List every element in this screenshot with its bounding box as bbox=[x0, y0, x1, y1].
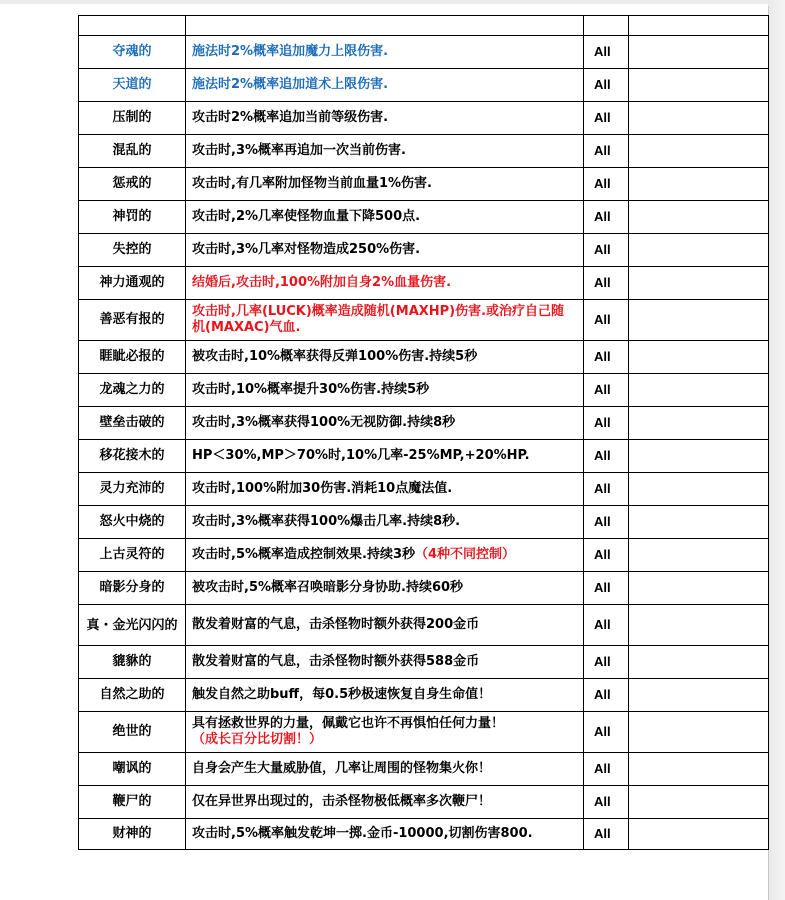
effect-description-cell bbox=[186, 234, 584, 267]
empty-cell bbox=[629, 646, 769, 679]
effect-name-cell: 神罚的 bbox=[79, 201, 186, 234]
table-row bbox=[79, 539, 769, 572]
effect-class-cell: All bbox=[584, 135, 629, 168]
effect-class-cell: All bbox=[584, 679, 629, 712]
effect-description-cell bbox=[186, 753, 584, 786]
table-row bbox=[79, 440, 769, 473]
empty-cell bbox=[629, 102, 769, 135]
empty-cell bbox=[629, 341, 769, 374]
effect-class-cell: All bbox=[584, 473, 629, 506]
effect-description-cell bbox=[186, 69, 584, 102]
table-row bbox=[79, 786, 769, 819]
effect-description-text: 自身会产生大量威胁值，几率让周围的怪物集火你！ bbox=[192, 761, 492, 776]
table-row bbox=[79, 819, 769, 850]
effect-class-cell: All bbox=[584, 341, 629, 374]
effect-description-cell bbox=[186, 16, 584, 36]
empty-cell bbox=[629, 69, 769, 102]
empty-cell bbox=[629, 440, 769, 473]
effect-description-note: （4种不同控制） bbox=[415, 547, 516, 562]
empty-cell bbox=[629, 679, 769, 712]
effect-name-cell: 混乱的 bbox=[79, 135, 186, 168]
effect-class-cell: All bbox=[584, 69, 629, 102]
effect-name-cell: 移花接木的 bbox=[79, 440, 186, 473]
table-row bbox=[79, 753, 769, 786]
effect-name-cell: 绝世的 bbox=[79, 712, 186, 753]
effect-description-text: 攻击时,几率(LUCK)概率造成随机(MAXHP)伤害.或治疗自己随机(MAXAC)气血. bbox=[192, 304, 565, 335]
effect-name-cell: 惩戒的 bbox=[79, 168, 186, 201]
effect-description-cell bbox=[186, 267, 584, 300]
empty-cell bbox=[629, 168, 769, 201]
effect-description-cell bbox=[186, 786, 584, 819]
effect-name-cell: 鞭尸的 bbox=[79, 786, 186, 819]
effect-name-cell: 压制的 bbox=[79, 102, 186, 135]
effect-class-cell: All bbox=[584, 300, 629, 341]
table-row bbox=[79, 168, 769, 201]
effect-description-text: 攻击时,3%概率获得100%无视防御.持续8秒 bbox=[192, 415, 456, 430]
effect-name-cell: 龙魂之力的 bbox=[79, 374, 186, 407]
effect-description-cell bbox=[186, 679, 584, 712]
empty-cell bbox=[629, 786, 769, 819]
effect-description-cell bbox=[186, 539, 584, 572]
effect-description-cell bbox=[186, 572, 584, 605]
effect-name-cell: 神力通观的 bbox=[79, 267, 186, 300]
table-row bbox=[79, 234, 769, 267]
effect-class-cell: All bbox=[584, 786, 629, 819]
effect-description-cell bbox=[186, 374, 584, 407]
empty-cell bbox=[629, 473, 769, 506]
effect-description-text: 被攻击时,5%概率召唤暗影分身协助.持续60秒 bbox=[192, 580, 464, 595]
table-row bbox=[79, 605, 769, 646]
empty-cell bbox=[629, 539, 769, 572]
effect-description-text: 攻击时2%概率追加当前等级伤害. bbox=[192, 110, 389, 125]
effect-description-note: （成长百分比切割！） bbox=[192, 732, 323, 747]
page-right-edge bbox=[768, 0, 785, 900]
effect-description-cell bbox=[186, 440, 584, 473]
effect-class-cell: All bbox=[584, 102, 629, 135]
effect-description-text: 被攻击时,10%概率获得反弹100%伤害.持续5秒 bbox=[192, 349, 478, 364]
effect-description-cell bbox=[186, 168, 584, 201]
effect-class-cell: All bbox=[584, 267, 629, 300]
empty-cell bbox=[629, 407, 769, 440]
effect-class-cell: All bbox=[584, 374, 629, 407]
table-row bbox=[79, 506, 769, 539]
effect-description-text: 散发着财富的气息，击杀怪物时额外获得588金币 bbox=[192, 654, 480, 669]
table-row bbox=[79, 572, 769, 605]
table-row bbox=[79, 102, 769, 135]
effect-description-cell bbox=[186, 201, 584, 234]
table-row bbox=[79, 473, 769, 506]
page-top-edge bbox=[0, 0, 785, 4]
empty-cell bbox=[629, 506, 769, 539]
effect-name-cell: 自然之助的 bbox=[79, 679, 186, 712]
effect-name-cell: 失控的 bbox=[79, 234, 186, 267]
effect-class-cell: All bbox=[584, 36, 629, 69]
effect-description-cell bbox=[186, 407, 584, 440]
table-row bbox=[79, 201, 769, 234]
effect-class-cell: All bbox=[584, 539, 629, 572]
empty-cell bbox=[629, 267, 769, 300]
empty-cell bbox=[629, 201, 769, 234]
effect-description-text: 攻击时,5%概率触发乾坤一掷.金币-10000,切割伤害800. bbox=[192, 826, 533, 841]
empty-cell bbox=[629, 234, 769, 267]
effect-description-cell bbox=[186, 300, 584, 341]
effect-description-cell bbox=[186, 341, 584, 374]
table-row bbox=[79, 16, 769, 36]
effect-description-cell bbox=[186, 473, 584, 506]
effects-table-body bbox=[79, 16, 769, 850]
empty-cell bbox=[629, 36, 769, 69]
effect-class-cell: All bbox=[584, 753, 629, 786]
effect-description-text: 攻击时,2%几率使怪物血量下降500点. bbox=[192, 209, 421, 224]
empty-cell bbox=[629, 374, 769, 407]
table-row bbox=[79, 407, 769, 440]
table-row bbox=[79, 36, 769, 69]
effect-name-cell: 嘲讽的 bbox=[79, 753, 186, 786]
effect-description-text: 攻击时,有几率附加怪物当前血量1%伤害. bbox=[192, 176, 432, 191]
effect-description-text: 结婚后,攻击时,100%附加自身2%血量伤害. bbox=[192, 275, 452, 290]
effect-description-text: 施法时2%概率追加魔力上限伤害. bbox=[192, 44, 389, 59]
effect-class-cell: All bbox=[584, 168, 629, 201]
effect-class-cell: All bbox=[584, 506, 629, 539]
effect-description-cell bbox=[186, 506, 584, 539]
effect-description-cell bbox=[186, 819, 584, 850]
effect-name-cell: 貔貅的 bbox=[79, 646, 186, 679]
effect-description-cell bbox=[186, 102, 584, 135]
empty-cell bbox=[629, 819, 769, 850]
effect-description-cell bbox=[186, 712, 584, 753]
table-row bbox=[79, 69, 769, 102]
effect-class-cell: All bbox=[584, 201, 629, 234]
effect-description-text: 触发自然之助buff，每0.5秒极速恢复自身生命值！ bbox=[192, 687, 492, 702]
effect-class-cell: All bbox=[584, 819, 629, 850]
table-row bbox=[79, 300, 769, 341]
table-row bbox=[79, 341, 769, 374]
table-row bbox=[79, 135, 769, 168]
effect-description-cell bbox=[186, 135, 584, 168]
empty-cell bbox=[629, 16, 769, 36]
effect-class-cell: All bbox=[584, 440, 629, 473]
effect-name-cell: 夺魂的 bbox=[79, 36, 186, 69]
effect-class-cell: All bbox=[584, 407, 629, 440]
table-row bbox=[79, 267, 769, 300]
effect-description-text: 仅在异世界出现过的，击杀怪物极低概率多次鞭尸！ bbox=[192, 794, 492, 809]
effect-description-cell bbox=[186, 36, 584, 69]
effect-name-cell: 暗影分身的 bbox=[79, 572, 186, 605]
effect-class-cell: All bbox=[584, 572, 629, 605]
effect-class-cell: All bbox=[584, 712, 629, 753]
effect-name-cell: 财神的 bbox=[79, 819, 186, 850]
effects-table bbox=[78, 15, 769, 850]
empty-cell bbox=[629, 753, 769, 786]
effect-name-cell: 睚眦必报的 bbox=[79, 341, 186, 374]
effect-class-cell: All bbox=[584, 605, 629, 646]
effect-name-cell: 上古灵符的 bbox=[79, 539, 186, 572]
effect-description-text: 攻击时,5%概率造成控制效果.持续3秒 bbox=[192, 547, 415, 562]
empty-cell bbox=[629, 712, 769, 753]
effect-description-text: 具有拯救世界的力量，佩戴它也许不再惧怕任何力量！ bbox=[192, 716, 505, 731]
effect-name-cell: 灵力充沛的 bbox=[79, 473, 186, 506]
effect-description-text: 攻击时,3%概率获得100%爆击几率.持续8秒. bbox=[192, 514, 461, 529]
effect-class-cell: All bbox=[584, 646, 629, 679]
empty-cell bbox=[629, 300, 769, 341]
effect-name-cell: 真・金光闪闪的 bbox=[79, 605, 186, 646]
table-row bbox=[79, 374, 769, 407]
effect-description-text: 攻击时,3%几率对怪物造成250%伤害. bbox=[192, 242, 421, 257]
effect-description-text: 施法时2%概率追加道术上限伤害. bbox=[192, 77, 389, 92]
table-row bbox=[79, 712, 769, 753]
effect-name-cell bbox=[79, 16, 186, 36]
effect-name-cell: 善恶有报的 bbox=[79, 300, 186, 341]
effect-description-cell bbox=[186, 605, 584, 646]
effect-description-text: 攻击时,10%概率提升30%伤害.持续5秒 bbox=[192, 382, 430, 397]
effect-name-cell: 怒火中烧的 bbox=[79, 506, 186, 539]
empty-cell bbox=[629, 135, 769, 168]
effect-name-cell: 天道的 bbox=[79, 69, 186, 102]
effect-description-text: 攻击时,3%概率再追加一次当前伤害. bbox=[192, 143, 406, 158]
effect-description-text: 攻击时,100%附加30伤害.消耗10点魔法值. bbox=[192, 481, 453, 496]
effect-class-cell: All bbox=[584, 234, 629, 267]
table-row bbox=[79, 679, 769, 712]
effect-class-cell bbox=[584, 16, 629, 36]
empty-cell bbox=[629, 572, 769, 605]
effect-description-cell bbox=[186, 646, 584, 679]
table-row bbox=[79, 646, 769, 679]
effect-description-text: 散发着财富的气息，击杀怪物时额外获得200金币 bbox=[192, 617, 480, 632]
effect-description-text: HP＜30%,MP＞70%时,10%几率-25%MP,+20%HP. bbox=[192, 448, 530, 463]
effect-name-cell: 壁垒击破的 bbox=[79, 407, 186, 440]
empty-cell bbox=[629, 605, 769, 646]
